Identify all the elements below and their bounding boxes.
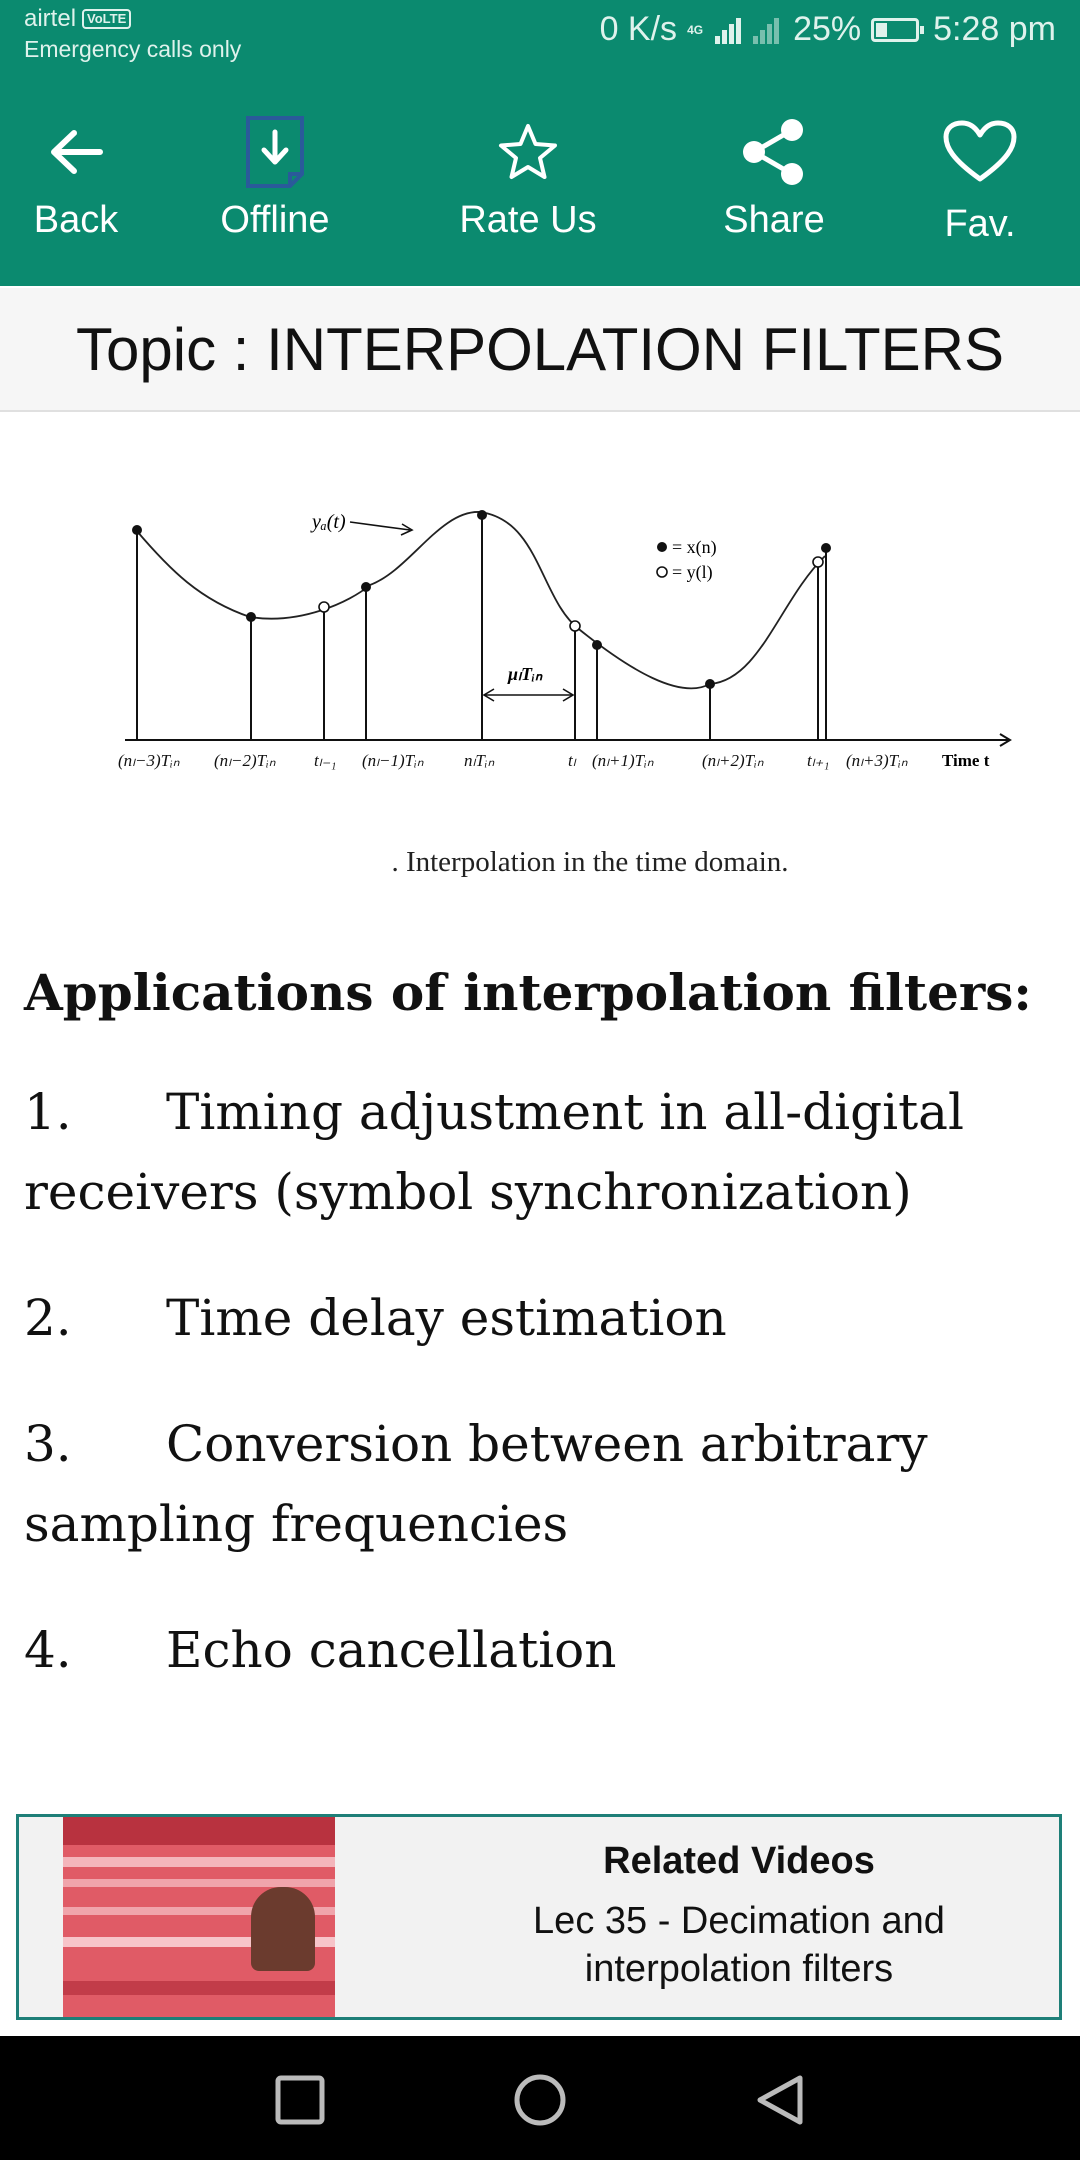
recents-square-icon[interactable] xyxy=(272,2072,328,2128)
tick-label: (nₗ−2)Tᵢₙ xyxy=(214,751,276,770)
tick-label: tₗ₋₁ xyxy=(314,751,337,770)
share-label: Share xyxy=(723,199,825,241)
presenter-image xyxy=(251,1887,315,1971)
rate-us-button[interactable] xyxy=(448,112,608,244)
tick-label: tₗ₊₁ xyxy=(807,751,830,770)
list-item xyxy=(24,1404,1054,1564)
related-videos-title: Related Videos xyxy=(603,1840,875,1882)
related-text xyxy=(439,1837,1039,1993)
topic-header xyxy=(0,288,1080,412)
tick-label: nₗTᵢₙ xyxy=(464,751,495,770)
share-icon xyxy=(712,112,836,192)
tick-label: (nₗ−1)Tᵢₙ xyxy=(362,751,424,770)
list-text: Timing adjustment in all-digital receivers (symbol synchronization) xyxy=(24,1083,964,1221)
list-item xyxy=(24,1278,1054,1358)
carrier-name: airtel xyxy=(24,5,77,32)
signal-sim2-icon xyxy=(751,16,779,44)
curve-label: yₐ(t) xyxy=(312,511,346,533)
back-button[interactable] xyxy=(20,112,132,244)
signal-icon xyxy=(713,16,741,44)
list-number: 2. xyxy=(24,1289,72,1347)
battery-percent: 25% xyxy=(793,10,862,48)
topic-title: Topic : INTERPOLATION FILTERS xyxy=(76,315,1004,383)
tick-label: tₗ xyxy=(568,751,576,770)
tick-label: (nₗ−3)Tᵢₙ xyxy=(118,751,180,770)
back-triangle-icon[interactable] xyxy=(752,2072,808,2128)
favorite-label: Fav. xyxy=(944,203,1016,245)
signal-curve xyxy=(136,512,825,688)
share-button[interactable] xyxy=(712,112,836,244)
sample-points-yl xyxy=(319,557,823,631)
list-number: 3. xyxy=(24,1415,72,1473)
status-right xyxy=(600,10,1056,49)
list-number: 1. xyxy=(24,1083,72,1141)
heart-icon xyxy=(930,112,1030,192)
interval-label: μₗTᵢₙ xyxy=(508,664,543,684)
battery-icon xyxy=(871,18,919,42)
tick-label: (nₗ+3)Tᵢₙ xyxy=(846,751,908,770)
axis-label: Time t xyxy=(942,751,990,770)
download-file-icon xyxy=(205,112,345,192)
clock: 5:28 pm xyxy=(933,10,1056,48)
toolbar xyxy=(0,72,1080,286)
home-circle-icon[interactable] xyxy=(512,2072,568,2128)
status-bar xyxy=(0,0,1080,72)
navigation-bar xyxy=(0,2036,1080,2160)
offline-button[interactable] xyxy=(205,112,345,244)
back-label: Back xyxy=(33,199,119,241)
emergency-text: Emergency calls only xyxy=(24,36,242,62)
list-text: Echo cancellation xyxy=(166,1621,617,1679)
list-item xyxy=(24,1610,1054,1690)
figure-caption xyxy=(0,846,1080,879)
back-arrow-icon xyxy=(20,112,132,192)
list-item xyxy=(24,1072,1054,1232)
list-text: Time delay estimation xyxy=(166,1289,727,1347)
offline-label: Offline xyxy=(220,199,330,241)
volte-badge: VoLTE xyxy=(82,9,131,29)
rate-us-label: Rate Us xyxy=(459,199,597,241)
interpolation-figure xyxy=(110,490,1020,800)
list-number: 4. xyxy=(24,1621,72,1679)
legend-open: = y(l) xyxy=(672,562,713,582)
star-icon xyxy=(448,112,608,192)
related-videos-card[interactable] xyxy=(16,1814,1062,2020)
tick-label: (nₗ+1)Tᵢₙ xyxy=(592,751,654,770)
related-video-link[interactable]: Lec 35 - Decimation and interpolation filters xyxy=(533,1900,945,1990)
article-body xyxy=(24,960,1054,1690)
list-text: Conversion between arbitrary sampling frequencies xyxy=(24,1415,928,1553)
status-left xyxy=(24,4,241,64)
video-thumbnail[interactable] xyxy=(63,1817,335,2017)
network-type: 4G xyxy=(687,22,704,37)
figure-caption-text: . Interpolation in the time domain. xyxy=(391,846,789,878)
tick-label: (nₗ+2)Tᵢₙ xyxy=(702,751,764,770)
legend-filled: = x(n) xyxy=(672,537,717,557)
section-heading: Applications of interpolation filters: xyxy=(24,963,1032,1022)
favorite-button[interactable] xyxy=(930,112,1030,248)
network-speed: 0 K/s xyxy=(599,10,678,48)
